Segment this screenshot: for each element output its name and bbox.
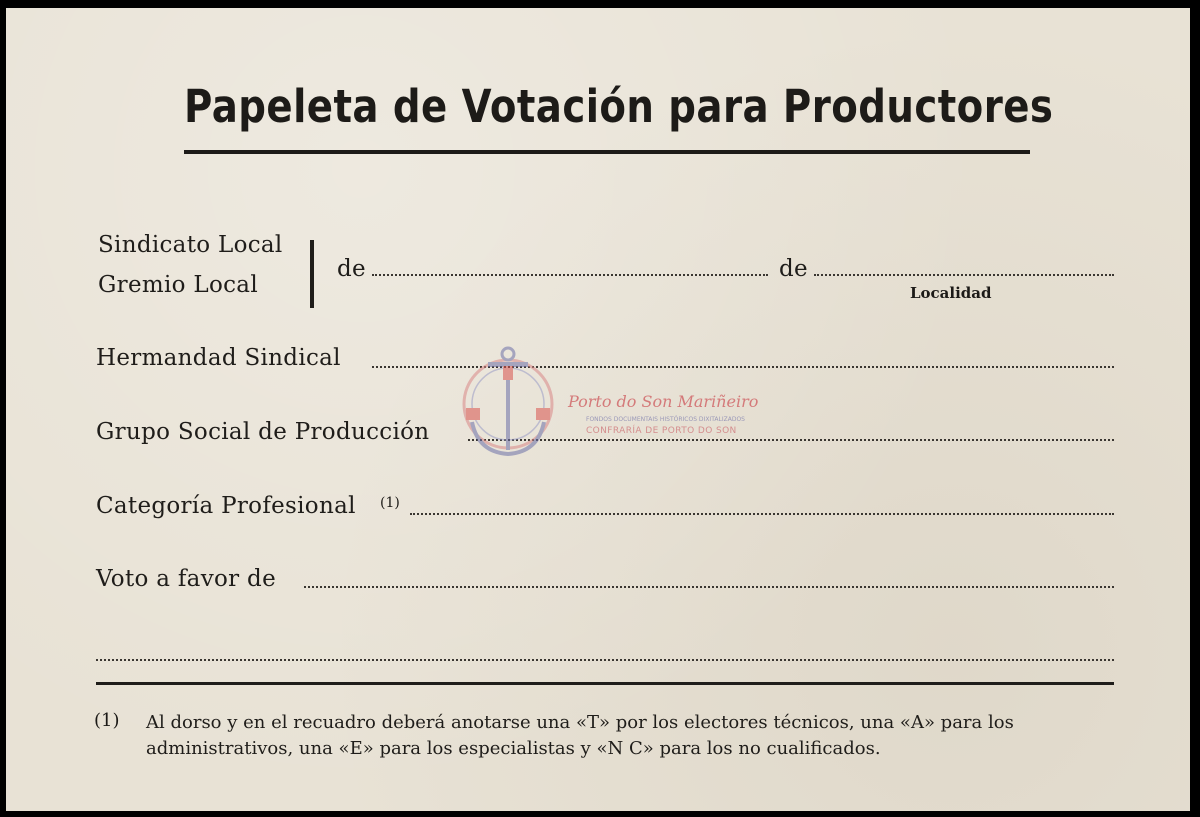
grupo-social-label: Grupo Social de Producción <box>96 419 430 445</box>
anchor-logo-icon <box>458 342 568 482</box>
bracket-divider <box>310 240 314 308</box>
locality-line <box>814 274 1114 276</box>
categoria-line <box>410 513 1114 515</box>
de-label-1: de <box>337 256 366 282</box>
archive-watermark <box>458 342 758 482</box>
footnote-divider <box>96 682 1114 685</box>
sindicato-local-label: Sindicato Local <box>98 232 283 258</box>
footnote-text: Al dorso y en el recuadro deberá anotarse una «T» por los electores técnicos, una «A» para los administrativos, una «E» para los especialistas y «N C» para los no cualificados. <box>146 712 1014 759</box>
voto-line-2 <box>96 659 1114 661</box>
ballot-paper <box>6 8 1190 811</box>
voto-label: Voto a favor de <box>96 566 276 592</box>
local-name-line <box>372 274 768 276</box>
localidad-caption: Localidad <box>910 284 992 302</box>
title-underline <box>184 150 1030 154</box>
categoria-footnote-ref: (1) <box>380 495 400 511</box>
hermandad-label: Hermandad Sindical <box>96 345 341 371</box>
watermark-subtitle: FONDOS DOCUMENTAIS HISTÓRICOS DIXITALIZADOS <box>586 416 745 423</box>
categoria-label: Categoría Profesional <box>96 493 356 519</box>
watermark-name: Porto do Son Mariñeiro <box>568 392 759 411</box>
gremio-local-label: Gremio Local <box>98 272 258 298</box>
page-title: Papeleta de Votación para Productores <box>184 80 1054 133</box>
voto-line-1 <box>304 586 1114 588</box>
footnote-marker: (1) <box>94 710 120 731</box>
de-label-2: de <box>779 256 808 282</box>
watermark-org: CONFRARÍA DE PORTO DO SON <box>586 426 737 436</box>
